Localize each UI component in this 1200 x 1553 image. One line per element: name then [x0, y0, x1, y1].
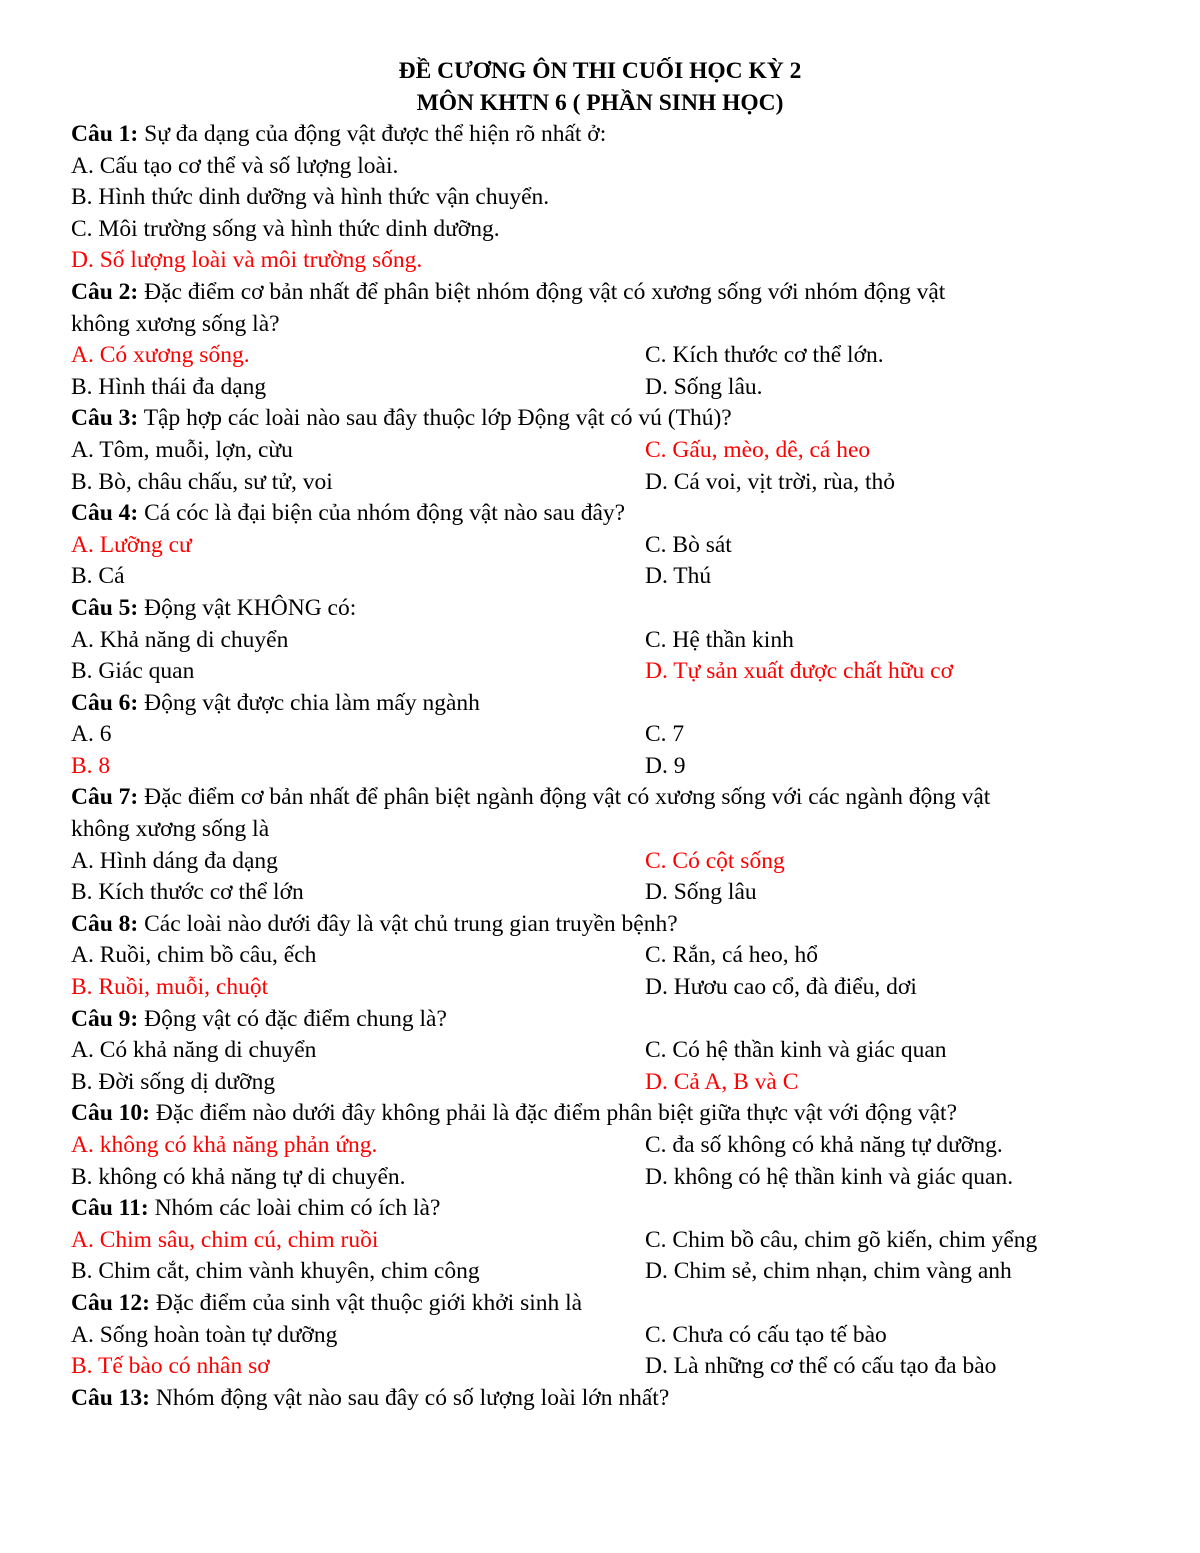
- option-b: B. Giác quan: [71, 658, 195, 685]
- option-a: A. Có khả năng di chuyển: [71, 1037, 317, 1064]
- option-row: [71, 1351, 1151, 1383]
- option-row: [71, 340, 1151, 372]
- option-b: B. Bò, châu chấu, sư tử, voi: [71, 468, 333, 495]
- document-subtitle: MÔN KHTN 6 ( PHẦN SINH HỌC): [416, 90, 784, 116]
- option-row: [71, 846, 1151, 878]
- option-d: D. Sống lâu: [645, 879, 757, 906]
- option-a-correct: A. Chim sâu, chim cú, chim ruồi: [71, 1226, 379, 1253]
- question-text: Động vật có đặc điểm chung là?: [138, 1005, 447, 1032]
- option-row: [71, 1067, 1151, 1099]
- option-a-correct: A. không có khả năng phản ứng.: [71, 1132, 378, 1158]
- question-label: Câu 12:: [71, 1289, 150, 1316]
- option-b: B. Kích thước cơ thể lớn: [71, 879, 304, 906]
- option-c: C. Môi trường sống và hình thức dinh dưỡng.: [71, 215, 500, 242]
- question-3: [71, 403, 1151, 435]
- question-text: Đặc điểm của sinh vật thuộc giới khởi sinh là: [150, 1289, 583, 1316]
- option-row: [71, 1130, 1151, 1162]
- option-a: A. 6: [71, 721, 112, 748]
- option-row: [71, 719, 1151, 751]
- option-row: [71, 656, 1151, 688]
- option-b-correct: B. 8: [71, 752, 111, 779]
- option-c-correct: C. Có cột sống: [645, 847, 785, 874]
- option-d: D. 9: [645, 752, 686, 779]
- option-d-correct: D. Cả A, B và C: [645, 1068, 799, 1095]
- question-7: [71, 782, 1151, 814]
- question-label: Câu 1:: [71, 121, 139, 147]
- option-c: C. Kích thước cơ thể lớn.: [645, 342, 884, 369]
- question-10: [71, 1098, 1151, 1130]
- option-row: [71, 1320, 1151, 1352]
- question-text: Các loài nào dưới đây là vật chủ trung gian truyền bệnh?: [138, 910, 678, 937]
- option-row: [71, 940, 1151, 972]
- question-12: [71, 1288, 1151, 1320]
- question-text-continued: không xương sống là?: [71, 310, 280, 337]
- question-9: [71, 1004, 1151, 1036]
- question-text: Động vật KHÔNG có:: [138, 594, 357, 621]
- question-4: [71, 498, 1151, 530]
- question-1: [71, 119, 1151, 151]
- question-5: [71, 593, 1151, 625]
- option-b-correct: B. Ruồi, muỗi, chuột: [71, 974, 269, 1001]
- option-row: [71, 372, 1151, 404]
- option-d-correct: D. Tự sản xuất được chất hữu cơ: [645, 658, 954, 685]
- option-b: B. không có khả năng tự di chuyển.: [71, 1163, 406, 1190]
- question-2: [71, 277, 1151, 309]
- question-label: Câu 3:: [71, 405, 139, 432]
- option-d: D. Là những cơ thể có cấu tạo đa bào: [645, 1353, 997, 1380]
- option-d: D. Thú: [645, 563, 712, 590]
- question-text: Tập hợp các loài nào sau đây thuộc lớp Động vật có vú (Thú)?: [138, 405, 732, 432]
- question-13: [71, 1383, 1151, 1415]
- option-c: C. Bò sát: [645, 531, 732, 558]
- option-d: D. Cá voi, vịt trời, rùa, thỏ: [645, 468, 896, 495]
- option-a: A. Ruồi, chim bồ câu, ếch: [71, 942, 317, 969]
- option-b-correct: B. Tế bào có nhân sơ: [71, 1353, 270, 1380]
- option-row: [71, 561, 1151, 593]
- option-row: [71, 530, 1151, 562]
- question-text: Đặc điểm cơ bản nhất để phân biệt nhóm động vật có xương sống với nhóm động vật: [138, 278, 946, 305]
- question-11: [71, 1193, 1151, 1225]
- option-row: [71, 467, 1151, 499]
- option-a: A. Sống hoàn toàn tự dưỡng: [71, 1321, 338, 1348]
- option-b: B. Hình thái đa dạng: [71, 373, 267, 400]
- question-label: Câu 13:: [71, 1384, 150, 1411]
- option-c-correct: C. Gấu, mèo, dê, cá heo: [645, 436, 871, 463]
- option-row: [71, 435, 1151, 467]
- question-label: Câu 9:: [71, 1005, 139, 1032]
- option-a: A. Hình dáng đa dạng: [71, 847, 278, 874]
- option-row: [71, 1035, 1151, 1067]
- question-label: Câu 2:: [71, 278, 139, 305]
- option-c: C. đa số không có khả năng tự dưỡng.: [645, 1132, 1003, 1158]
- option-row: [71, 1162, 1151, 1194]
- question-text: Đặc điểm cơ bản nhất để phân biệt ngành động vật có xương sống với các ngành động vật: [138, 784, 991, 811]
- option-a-correct: A. Có xương sống.: [71, 342, 250, 369]
- document-title: ĐỀ CƯƠNG ÔN THI CUỐI HỌC KỲ 2: [398, 58, 802, 84]
- option-d: D. không có hệ thần kinh và giác quan.: [645, 1163, 1014, 1190]
- option-c: C. Hệ thần kinh: [645, 626, 794, 653]
- option-row: [71, 751, 1151, 783]
- question-label: Câu 4:: [71, 500, 139, 527]
- question-text: Nhóm động vật nào sau đây có số lượng loài lớn nhất?: [150, 1384, 670, 1411]
- question-label: Câu 5:: [71, 594, 139, 621]
- question-text: Nhóm các loài chim có ích là?: [148, 1195, 441, 1222]
- question-text: Cá cóc là đại biện của nhóm động vật nào sau đây?: [138, 500, 626, 527]
- option-row: [71, 1256, 1151, 1288]
- option-c: C. 7: [645, 721, 685, 748]
- option-c: C. Rắn, cá heo, hổ: [645, 942, 818, 969]
- option-c: C. Có hệ thần kinh và giác quan: [645, 1037, 947, 1064]
- option-c: C. Chưa có cấu tạo tế bào: [645, 1321, 887, 1348]
- option-row: [71, 972, 1151, 1004]
- question-label: Câu 8:: [71, 910, 139, 937]
- option-a: A. Tôm, muỗi, lợn, cừu: [71, 436, 293, 463]
- option-d-correct: D. Số lượng loài và môi trường sống.: [71, 247, 423, 274]
- option-d: D. Hươu cao cổ, đà điểu, dơi: [645, 974, 917, 1001]
- option-b: B. Đời sống dị dưỡng: [71, 1068, 276, 1095]
- option-d: D. Sống lâu.: [645, 373, 763, 400]
- option-a: A. Cấu tạo cơ thể và số lượng loài.: [71, 152, 399, 179]
- question-list: [71, 119, 1151, 1414]
- option-a: A. Khả năng di chuyển: [71, 626, 289, 653]
- question-label: Câu 10:: [71, 1100, 150, 1127]
- question-text: Sự đa dạng của động vật được thể hiện rõ nhất ở:: [138, 121, 607, 147]
- option-row: [71, 1225, 1151, 1257]
- question-label: Câu 11:: [71, 1195, 149, 1222]
- question-label: Câu 6:: [71, 689, 139, 716]
- option-a-correct: A. Lưỡng cư: [71, 531, 192, 558]
- option-row: [71, 625, 1151, 657]
- question-6: [71, 688, 1151, 720]
- option-d: D. Chim sẻ, chim nhạn, chim vàng anh: [645, 1258, 1012, 1285]
- question-label: Câu 7:: [71, 784, 139, 811]
- question-text: Động vật được chia làm mấy ngành: [138, 689, 480, 716]
- question-text: Đặc điểm nào dưới đây không phải là đặc điểm phân biệt giữa thực vật với động vật?: [150, 1100, 958, 1127]
- question-8: [71, 909, 1151, 941]
- option-c: C. Chim bồ câu, chim gõ kiến, chim yểng: [645, 1226, 1038, 1253]
- question-text-continued: không xương sống là: [71, 816, 270, 843]
- option-row: [71, 877, 1151, 909]
- option-b: B. Cá: [71, 563, 125, 590]
- option-b: B. Chim cắt, chim vành khuyên, chim công: [71, 1258, 480, 1285]
- option-b: B. Hình thức dinh dưỡng và hình thức vận chuyển.: [71, 184, 550, 211]
